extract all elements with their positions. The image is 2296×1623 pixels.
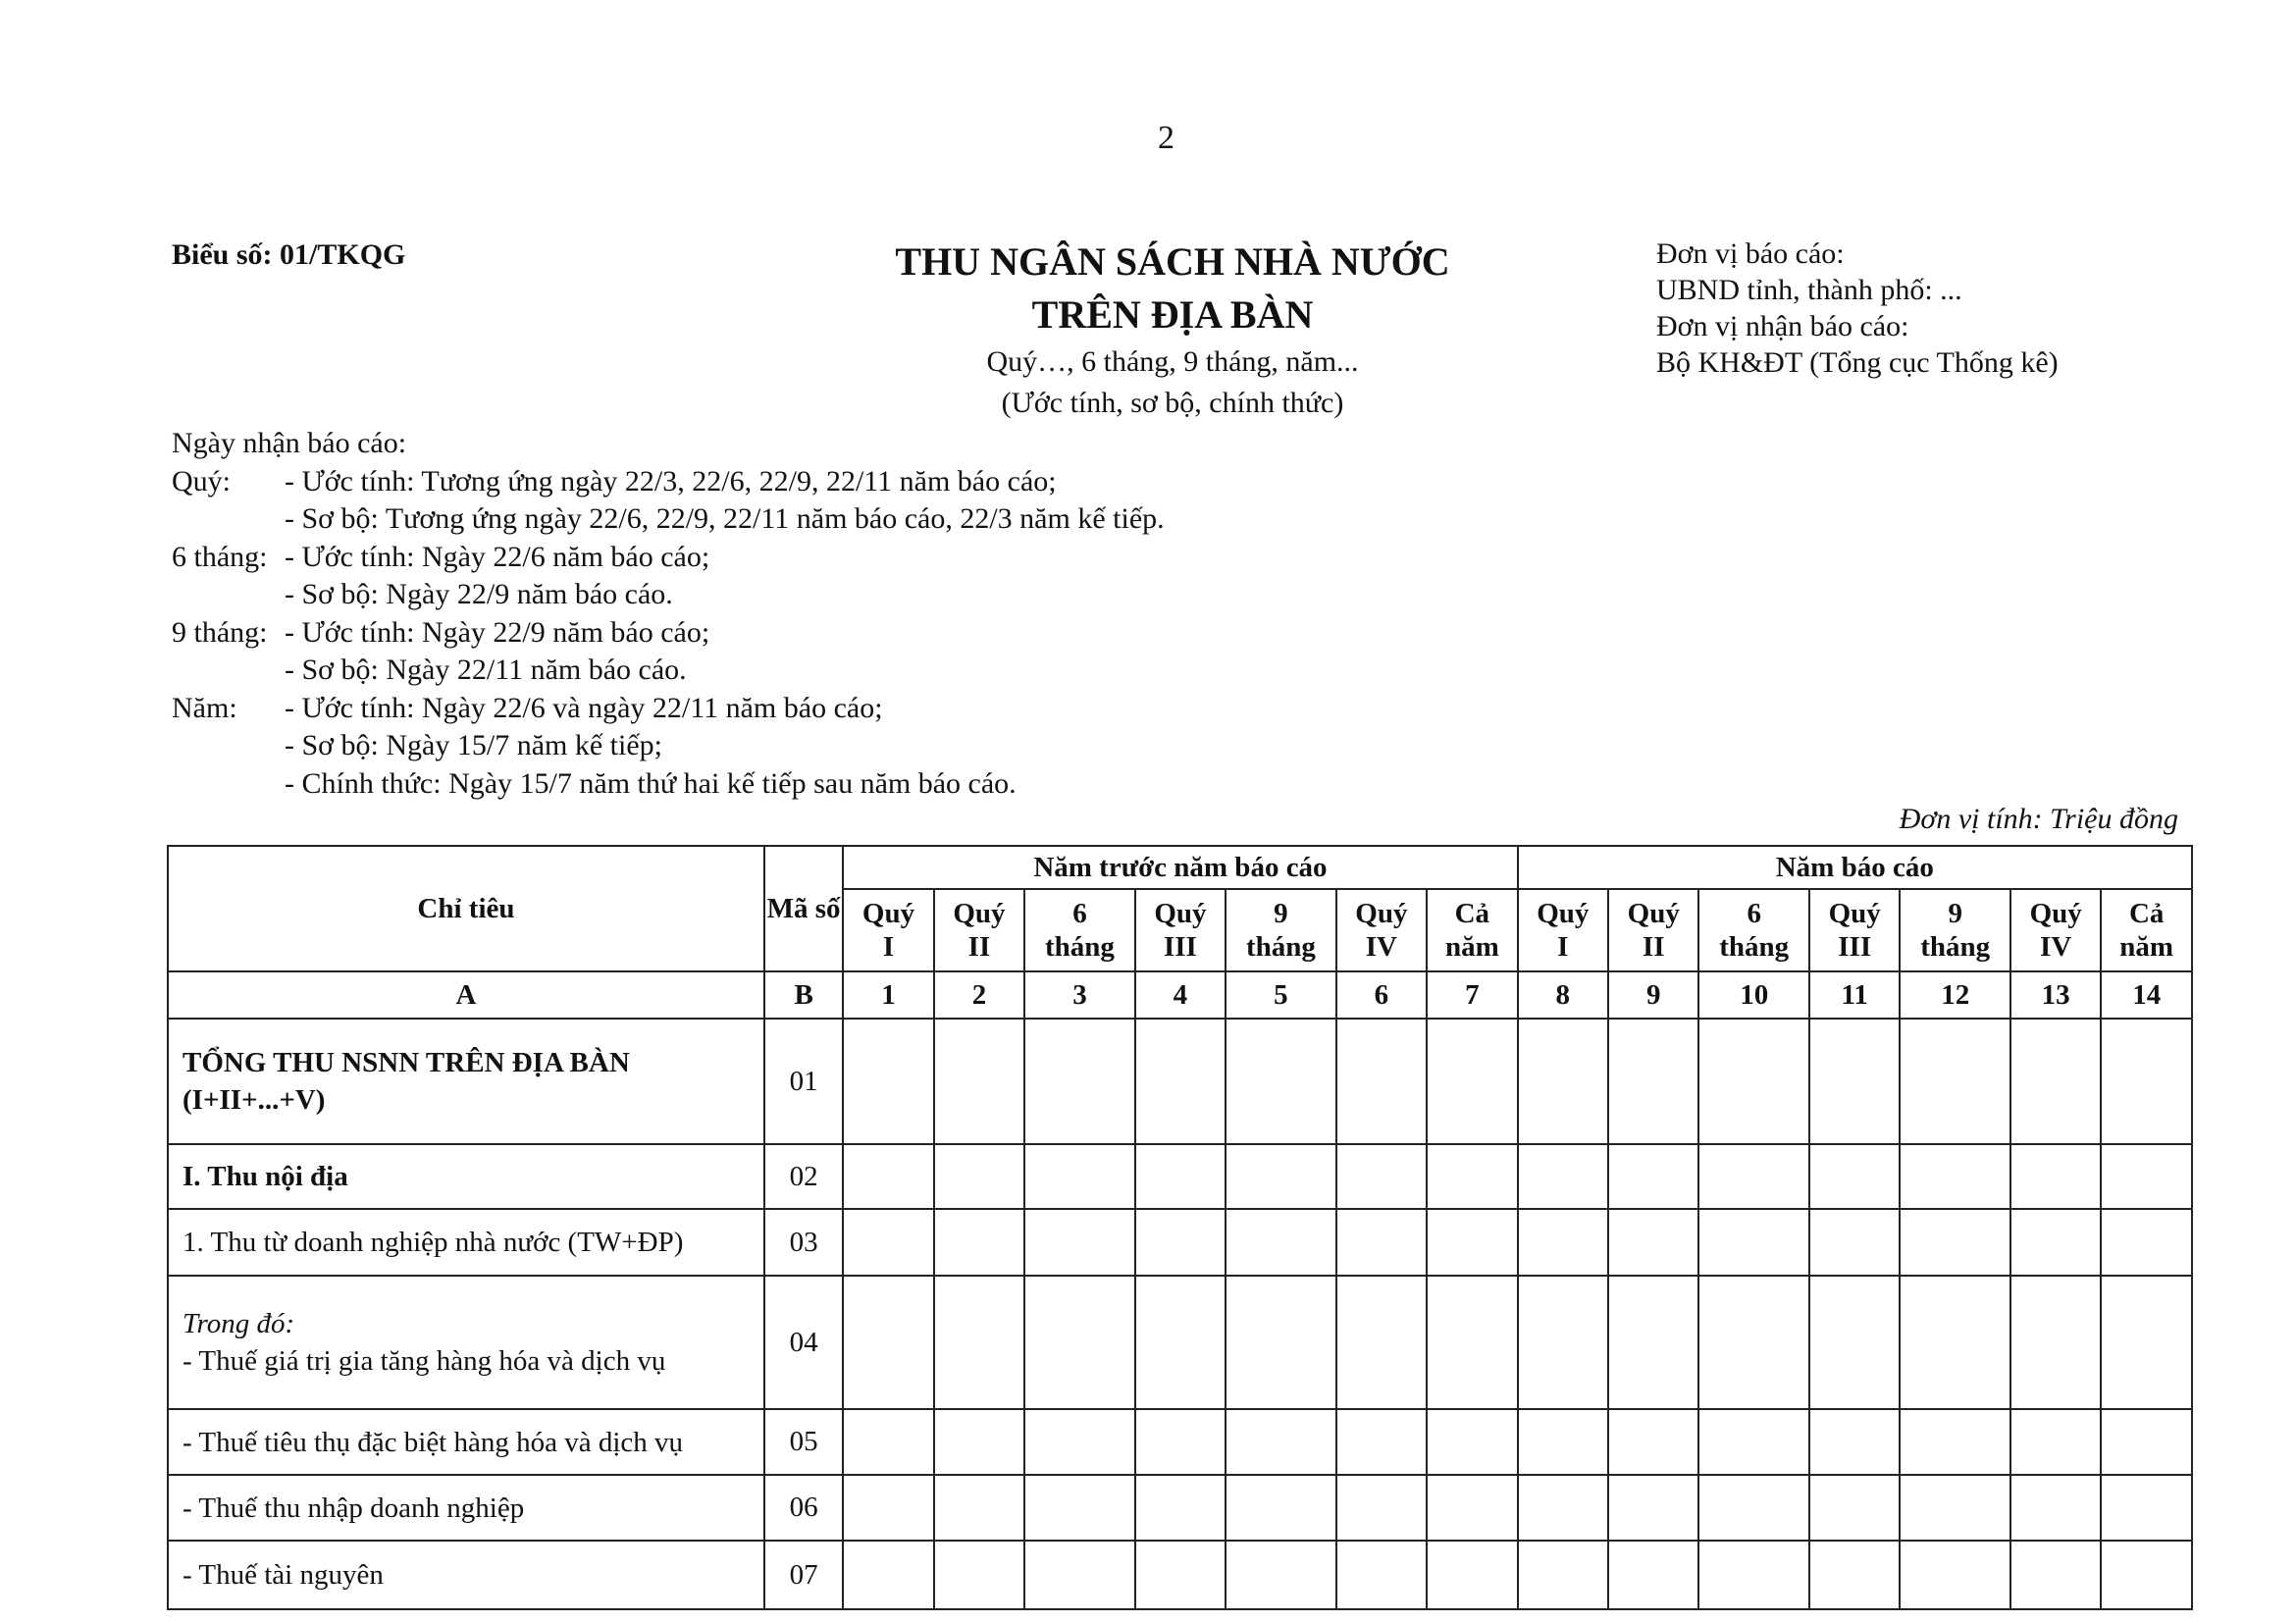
header-period-bottom: II bbox=[1642, 931, 1665, 963]
data-cell[interactable] bbox=[2010, 1409, 2101, 1475]
table-row bbox=[168, 1144, 2192, 1209]
table-row bbox=[168, 1409, 2192, 1475]
header-period-top: Quý bbox=[2029, 898, 2082, 929]
data-cell[interactable] bbox=[1900, 1409, 2010, 1475]
schedule-label bbox=[172, 727, 285, 765]
schedule-row bbox=[172, 765, 1165, 804]
column-index: 4 bbox=[1135, 971, 1226, 1019]
data-cell[interactable] bbox=[1698, 1019, 1809, 1144]
column-index: 8 bbox=[1518, 971, 1608, 1019]
schedule-row bbox=[172, 500, 1165, 539]
data-cell[interactable] bbox=[1608, 1475, 1698, 1541]
data-cell[interactable] bbox=[1698, 1276, 1809, 1409]
header-period-curr-full-year bbox=[2101, 889, 2192, 971]
column-index: 11 bbox=[1809, 971, 1900, 1019]
data-cell[interactable] bbox=[1024, 1276, 1135, 1409]
unit-note: Đơn vị tính: Triệu đồng bbox=[1899, 803, 2178, 835]
report-title bbox=[888, 236, 1457, 424]
data-cell[interactable] bbox=[843, 1019, 933, 1144]
data-cell[interactable] bbox=[1698, 1409, 1809, 1475]
header-period-bottom: IV bbox=[1365, 931, 1397, 963]
column-index: 10 bbox=[1698, 971, 1809, 1019]
data-cell[interactable] bbox=[934, 1276, 1024, 1409]
data-cell[interactable] bbox=[1135, 1475, 1226, 1541]
schedule-label bbox=[172, 500, 285, 539]
data-cell[interactable] bbox=[2101, 1276, 2192, 1409]
reporting-unit-value: UBND tỉnh, thành phố: ... bbox=[1656, 274, 1962, 306]
data-cell[interactable] bbox=[1226, 1541, 1336, 1609]
receiving-unit-value: Bộ KH&ĐT (Tổng cục Thống kê) bbox=[1656, 346, 2059, 379]
row-indicator bbox=[168, 1409, 764, 1475]
data-cell[interactable] bbox=[1336, 1475, 1427, 1541]
data-cell[interactable] bbox=[934, 1144, 1024, 1209]
data-cell[interactable] bbox=[1608, 1409, 1698, 1475]
column-index: 12 bbox=[1900, 971, 2010, 1019]
data-cell[interactable] bbox=[2101, 1475, 2192, 1541]
schedule-text: - Ước tính: Tương ứng ngày 22/3, 22/6, 22/9, 22/11 năm báo cáo; bbox=[285, 464, 1057, 497]
data-cell[interactable] bbox=[1809, 1276, 1900, 1409]
data-cell[interactable] bbox=[1518, 1475, 1608, 1541]
header-group-previous-year: Năm trước năm báo cáo bbox=[843, 846, 1517, 889]
data-cell[interactable] bbox=[1024, 1019, 1135, 1144]
column-index: 2 bbox=[934, 971, 1024, 1019]
column-index: B bbox=[764, 971, 843, 1019]
column-index: 7 bbox=[1427, 971, 1517, 1019]
data-cell[interactable] bbox=[1608, 1209, 1698, 1276]
schedule-row bbox=[172, 463, 1165, 501]
header-period-top: Quý bbox=[1627, 898, 1680, 929]
header-period-bottom: IV bbox=[2040, 931, 2072, 963]
data-cell[interactable] bbox=[1900, 1276, 2010, 1409]
data-cell[interactable] bbox=[1809, 1019, 1900, 1144]
data-cell[interactable] bbox=[1698, 1541, 1809, 1609]
header-group-report-year: Năm báo cáo bbox=[1518, 846, 2192, 889]
title-status: (Ước tính, sơ bộ, chính thức) bbox=[1001, 387, 1344, 419]
table-row bbox=[168, 1475, 2192, 1541]
data-cell[interactable] bbox=[1427, 1209, 1517, 1276]
submission-schedule bbox=[172, 425, 1165, 803]
data-cell[interactable] bbox=[2101, 1541, 2192, 1609]
data-cell[interactable] bbox=[843, 1409, 933, 1475]
title-line-1: THU NGÂN SÁCH NHÀ NƯỚC bbox=[895, 239, 1450, 284]
data-cell[interactable] bbox=[1336, 1409, 1427, 1475]
schedule-label bbox=[172, 576, 285, 614]
data-cell[interactable] bbox=[2010, 1209, 2101, 1276]
receiving-unit-label: Đơn vị nhận báo cáo: bbox=[1656, 310, 1909, 342]
data-cell[interactable] bbox=[1608, 1019, 1698, 1144]
data-cell[interactable] bbox=[2010, 1475, 2101, 1541]
header-period-bottom: tháng bbox=[1719, 931, 1790, 963]
header-period-prev-quarter-2 bbox=[934, 889, 1024, 971]
data-cell[interactable] bbox=[1427, 1409, 1517, 1475]
header-period-top: Quý bbox=[1154, 898, 1207, 929]
header-code: Mã số bbox=[764, 846, 843, 971]
page-number: 2 bbox=[1158, 120, 1174, 156]
header-period-curr-nine-months bbox=[1900, 889, 2010, 971]
data-cell[interactable] bbox=[1427, 1276, 1517, 1409]
reporting-unit-label: Đơn vị báo cáo: bbox=[1656, 237, 1845, 270]
header-period-top: Quý bbox=[1355, 898, 1408, 929]
column-index: 6 bbox=[1336, 971, 1427, 1019]
column-index: 13 bbox=[2010, 971, 2101, 1019]
data-cell[interactable] bbox=[2101, 1409, 2192, 1475]
schedule-text: - Sơ bộ: Ngày 22/11 năm báo cáo. bbox=[285, 654, 687, 686]
row-label: - Thuế giá trị gia tăng hàng hóa và dịch vụ bbox=[183, 1345, 666, 1377]
data-cell[interactable] bbox=[843, 1475, 933, 1541]
header-period-top: Quý bbox=[1537, 898, 1590, 929]
row-label: 1. Thu từ doanh nghiệp nhà nước (TW+ĐP) bbox=[183, 1227, 684, 1258]
data-cell[interactable] bbox=[1135, 1409, 1226, 1475]
row-indicator bbox=[168, 1276, 764, 1409]
header-period-curr-quarter-1 bbox=[1518, 889, 1608, 971]
title-line-2: TRÊN ĐỊA BÀN bbox=[1031, 292, 1314, 337]
data-cell[interactable] bbox=[1427, 1144, 1517, 1209]
header-period-top: Quý bbox=[953, 898, 1006, 929]
schedule-text: - Sơ bộ: Ngày 22/9 năm báo cáo. bbox=[285, 578, 673, 610]
header-period-bottom: năm bbox=[1444, 931, 1499, 963]
schedule-row bbox=[172, 690, 1165, 728]
header-period-bottom: I bbox=[1557, 931, 1569, 963]
data-cell[interactable] bbox=[1698, 1209, 1809, 1276]
row-note: Trong đó: bbox=[183, 1308, 295, 1339]
data-cell[interactable] bbox=[1135, 1276, 1226, 1409]
data-cell[interactable] bbox=[2101, 1209, 2192, 1276]
data-cell[interactable] bbox=[1024, 1541, 1135, 1609]
schedule-row bbox=[172, 652, 1165, 690]
data-cell[interactable] bbox=[1024, 1144, 1135, 1209]
data-cell[interactable] bbox=[1809, 1209, 1900, 1276]
data-cell[interactable] bbox=[1336, 1144, 1427, 1209]
data-cell[interactable] bbox=[1900, 1144, 2010, 1209]
data-cell[interactable] bbox=[1226, 1276, 1336, 1409]
row-code: 04 bbox=[764, 1276, 843, 1409]
schedule-label: Quý: bbox=[172, 464, 231, 497]
data-cell[interactable] bbox=[1809, 1475, 1900, 1541]
schedule-row bbox=[172, 727, 1165, 765]
data-cell[interactable] bbox=[1336, 1019, 1427, 1144]
data-cell[interactable] bbox=[1900, 1541, 2010, 1609]
schedule-text: - Ước tính: Ngày 22/6 năm báo cáo; bbox=[285, 540, 710, 573]
form-code: Biểu số: 01/TKQG bbox=[172, 238, 406, 271]
data-cell[interactable] bbox=[1336, 1276, 1427, 1409]
row-code: 06 bbox=[764, 1475, 843, 1541]
data-cell[interactable] bbox=[1135, 1209, 1226, 1276]
header-period-top: Quý bbox=[861, 898, 915, 929]
data-cell[interactable] bbox=[1226, 1019, 1336, 1144]
data-cell[interactable] bbox=[934, 1409, 1024, 1475]
data-cell[interactable] bbox=[1900, 1019, 2010, 1144]
row-label: TỔNG THU NSNN TRÊN ĐỊA BÀN (I+II+...+V) bbox=[183, 1047, 630, 1116]
schedule-text: - Sơ bộ: Tương ứng ngày 22/6, 22/9, 22/11 năm báo cáo, 22/3 năm kế tiếp. bbox=[285, 502, 1165, 535]
table-row bbox=[168, 1276, 2192, 1409]
data-cell[interactable] bbox=[1698, 1475, 1809, 1541]
row-label: - Thuế thu nhập doanh nghiệp bbox=[183, 1492, 525, 1524]
row-indicator bbox=[168, 1019, 764, 1144]
data-cell[interactable] bbox=[1336, 1541, 1427, 1609]
header-period-curr-six-months bbox=[1698, 889, 1809, 971]
data-cell[interactable] bbox=[843, 1276, 933, 1409]
row-indicator bbox=[168, 1144, 764, 1209]
header-period-bottom: năm bbox=[2119, 931, 2174, 963]
schedule-text: - Chính thức: Ngày 15/7 năm thứ hai kế tiếp sau năm báo cáo. bbox=[285, 766, 1017, 800]
data-cell[interactable] bbox=[1226, 1144, 1336, 1209]
header-period-bottom: III bbox=[1838, 931, 1872, 963]
data-cell[interactable] bbox=[2010, 1144, 2101, 1209]
header-period-top: 9 bbox=[1948, 898, 1962, 929]
table-row bbox=[168, 1541, 2192, 1609]
schedule-text: - Sơ bộ: Ngày 15/7 năm kế tiếp; bbox=[285, 729, 662, 761]
data-cell[interactable] bbox=[1809, 1541, 1900, 1609]
data-cell[interactable] bbox=[1226, 1209, 1336, 1276]
data-cell[interactable] bbox=[1809, 1144, 1900, 1209]
data-cell[interactable] bbox=[1024, 1409, 1135, 1475]
data-cell[interactable] bbox=[2010, 1019, 2101, 1144]
row-code: 05 bbox=[764, 1409, 843, 1475]
schedule-label: 6 tháng: bbox=[172, 540, 268, 573]
row-label: I. Thu nội địa bbox=[183, 1161, 348, 1192]
schedule-heading: Ngày nhận báo cáo: bbox=[172, 427, 407, 459]
header-period-prev-full-year bbox=[1427, 889, 1517, 971]
schedule-text: - Ước tính: Ngày 22/6 và ngày 22/11 năm báo cáo; bbox=[285, 691, 883, 724]
row-label: - Thuế tài nguyên bbox=[183, 1559, 384, 1591]
row-code: 02 bbox=[764, 1144, 843, 1209]
schedule-label bbox=[172, 652, 285, 690]
row-indicator bbox=[168, 1475, 764, 1541]
title-period: Quý…, 6 tháng, 9 tháng, năm... bbox=[986, 345, 1359, 378]
header-period-curr-quarter-4 bbox=[2010, 889, 2101, 971]
reporting-units bbox=[1656, 236, 2059, 381]
data-cell[interactable] bbox=[2010, 1276, 2101, 1409]
header-period-bottom: I bbox=[882, 931, 895, 963]
data-cell[interactable] bbox=[1900, 1209, 2010, 1276]
row-code: 01 bbox=[764, 1019, 843, 1144]
data-cell[interactable] bbox=[1608, 1276, 1698, 1409]
data-cell[interactable] bbox=[1518, 1144, 1608, 1209]
header-period-bottom: tháng bbox=[1044, 931, 1115, 963]
header-period-top: Cả bbox=[2128, 898, 2165, 929]
data-cell[interactable] bbox=[843, 1541, 933, 1609]
header-period-top: 9 bbox=[1274, 898, 1288, 929]
data-cell[interactable] bbox=[2101, 1019, 2192, 1144]
schedule-label: Năm: bbox=[172, 691, 237, 724]
data-cell[interactable] bbox=[1518, 1019, 1608, 1144]
header-period-bottom: tháng bbox=[1920, 931, 1991, 963]
data-cell[interactable] bbox=[2101, 1144, 2192, 1209]
row-code: 07 bbox=[764, 1541, 843, 1609]
schedule-label bbox=[172, 765, 285, 804]
data-cell[interactable] bbox=[2010, 1541, 2101, 1609]
column-index: 5 bbox=[1226, 971, 1336, 1019]
data-cell[interactable] bbox=[843, 1209, 933, 1276]
header-period-prev-quarter-1 bbox=[843, 889, 933, 971]
data-cell[interactable] bbox=[1518, 1541, 1608, 1609]
data-cell[interactable] bbox=[1336, 1209, 1427, 1276]
data-cell[interactable] bbox=[1226, 1409, 1336, 1475]
header-period-top: Cả bbox=[1454, 898, 1490, 929]
row-code: 03 bbox=[764, 1209, 843, 1276]
column-index: 3 bbox=[1024, 971, 1135, 1019]
header-period-top: 6 bbox=[1072, 898, 1087, 929]
data-cell[interactable] bbox=[1427, 1475, 1517, 1541]
column-index: 9 bbox=[1608, 971, 1698, 1019]
data-cell[interactable] bbox=[1518, 1209, 1608, 1276]
schedule-row bbox=[172, 614, 1165, 653]
data-cell[interactable] bbox=[1608, 1541, 1698, 1609]
header-period-bottom: II bbox=[967, 931, 991, 963]
data-cell[interactable] bbox=[1135, 1144, 1226, 1209]
header-period-prev-quarter-4 bbox=[1336, 889, 1427, 971]
data-cell[interactable] bbox=[934, 1475, 1024, 1541]
data-cell[interactable] bbox=[1135, 1019, 1226, 1144]
data-cell[interactable] bbox=[1024, 1475, 1135, 1541]
header-period-prev-quarter-3 bbox=[1135, 889, 1226, 971]
data-cell[interactable] bbox=[1608, 1144, 1698, 1209]
data-cell[interactable] bbox=[1518, 1409, 1608, 1475]
table-row bbox=[168, 1209, 2192, 1276]
data-cell[interactable] bbox=[1809, 1409, 1900, 1475]
data-cell[interactable] bbox=[1226, 1475, 1336, 1541]
header-period-bottom: III bbox=[1163, 931, 1197, 963]
data-cell[interactable] bbox=[934, 1541, 1024, 1609]
data-cell[interactable] bbox=[1427, 1541, 1517, 1609]
data-cell[interactable] bbox=[1024, 1209, 1135, 1276]
schedule-row bbox=[172, 539, 1165, 577]
header-period-curr-quarter-3 bbox=[1809, 889, 1900, 971]
header-period-prev-nine-months bbox=[1226, 889, 1336, 971]
header-indicator: Chỉ tiêu bbox=[168, 846, 764, 971]
row-label: - Thuế tiêu thụ đặc biệt hàng hóa và dịch vụ bbox=[183, 1426, 684, 1458]
data-cell[interactable] bbox=[934, 1209, 1024, 1276]
header-period-curr-quarter-2 bbox=[1608, 889, 1698, 971]
budget-revenue-table bbox=[167, 845, 2193, 1610]
row-indicator bbox=[168, 1541, 764, 1609]
data-cell[interactable] bbox=[934, 1019, 1024, 1144]
schedule-text: - Ước tính: Ngày 22/9 năm báo cáo; bbox=[285, 615, 710, 649]
data-cell[interactable] bbox=[1698, 1144, 1809, 1209]
column-index: 14 bbox=[2101, 971, 2192, 1019]
header-period-prev-six-months bbox=[1024, 889, 1135, 971]
data-cell[interactable] bbox=[1518, 1276, 1608, 1409]
column-index: A bbox=[168, 971, 764, 1019]
data-cell[interactable] bbox=[1900, 1475, 2010, 1541]
row-indicator bbox=[168, 1209, 764, 1276]
data-cell[interactable] bbox=[1427, 1019, 1517, 1144]
header-period-bottom: tháng bbox=[1245, 931, 1316, 963]
schedule-row bbox=[172, 576, 1165, 614]
header-period-top: 6 bbox=[1747, 898, 1761, 929]
schedule-label: 9 tháng: bbox=[172, 615, 268, 649]
header-period-top: Quý bbox=[1828, 898, 1881, 929]
data-cell[interactable] bbox=[843, 1144, 933, 1209]
table-row bbox=[168, 1019, 2192, 1144]
column-index: 1 bbox=[843, 971, 933, 1019]
data-cell[interactable] bbox=[1135, 1541, 1226, 1609]
